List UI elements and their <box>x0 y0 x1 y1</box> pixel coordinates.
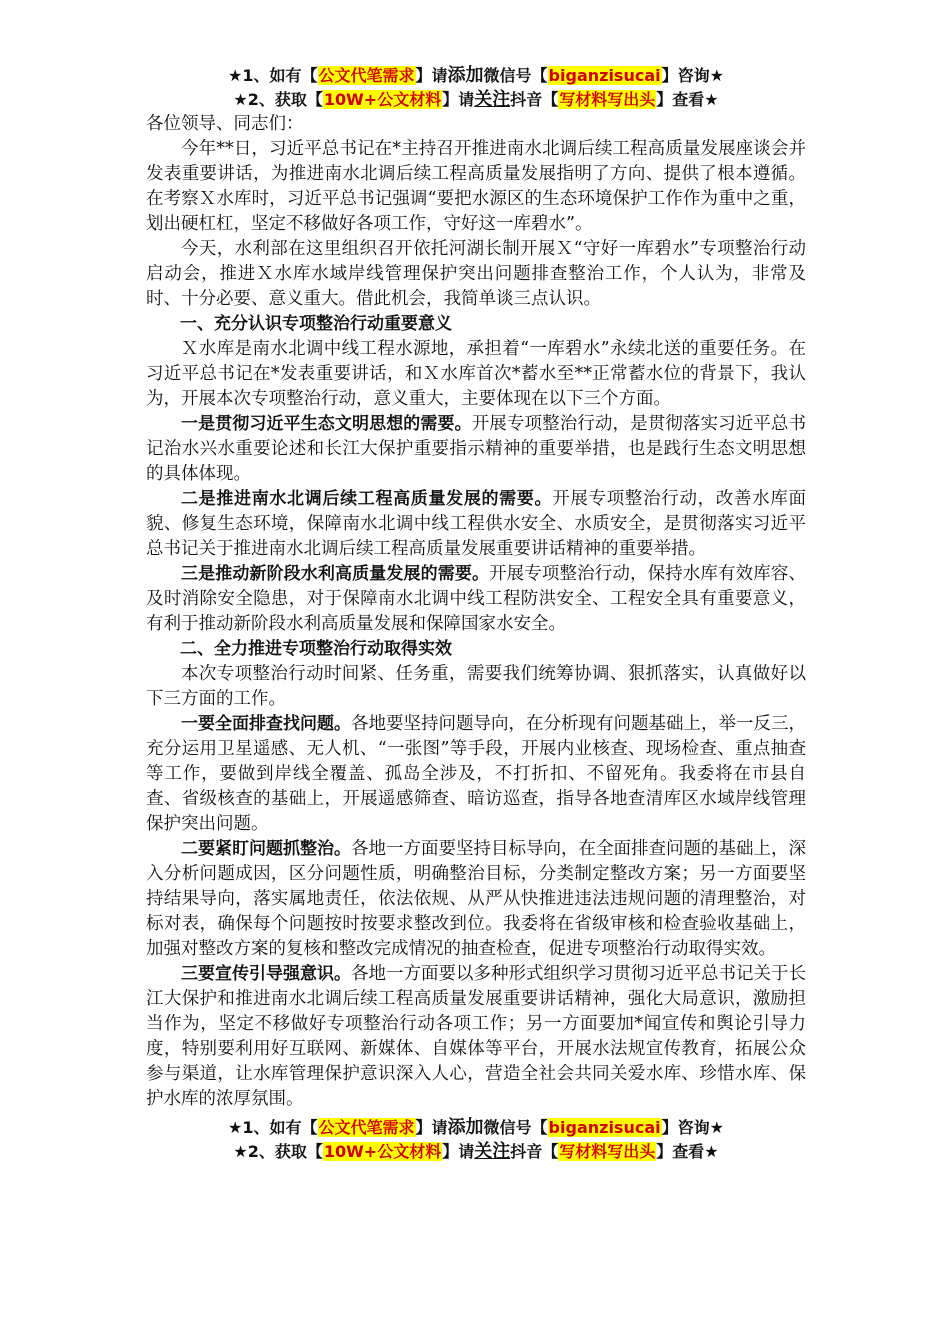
paragraph-body: 开展专项整治行动，是贯彻落实习近平总书记治水兴水重要论述和长江大保护重要指示精神的重要举措，也是践行生态文明思想的具体体现。 <box>146 414 807 484</box>
promo-text: 】查看★ <box>656 1142 719 1161</box>
promo-emphasis: 关注 <box>474 89 511 110</box>
paragraph: 今年**日，习近平总书记在*主持召开推进南水北调后续工程高质量发展座谈会并发表重要讲话，为推进南水北调后续工程高质量发展指明了方向、提供了根本遵循。在考察Ｘ水库时，习近平总书记强调“要把水源区的生态环境保护工作作为重中之重，划出硬杠杠，坚定不移做好各项工作，守好这一库碧水”。 <box>146 139 806 234</box>
promo-text: ★2、获取【 <box>233 90 323 109</box>
promo-text: 抖音【 <box>510 1142 559 1161</box>
paragraph <box>146 837 806 962</box>
promo-highlight: biganzisucai <box>548 1118 661 1137</box>
paragraph-body: 各地一方面要以多种形式组织学习贯彻习近平总书记关于长江大保护和推进南水北调后续工程高质量发展重要讲话精神，强化大局意识，激励担当作为，坚定不移做好专项整治行动各项工作；另一方面要加*闻宣传和舆论引导力度，特别要利用好互联网、新媒体、自媒体等平台，开展水法规宣传教育，拓展公众参与渠道，让水库管理保护意识深入人心，营造全社会共同关爱水库、珍惜水库、保护水库的浓厚氛围。 <box>146 964 806 1109</box>
paragraph: 今天，水利部在这里组织召开依托河湖长制开展Ｘ“守好一库碧水”专项整治行动启动会，推进Ｘ水库水域岸线管理保护突出问题排查整治工作，个人认为，非常及时、十分必要、意义重大。借此机会，我简单谈三点认识。 <box>146 239 806 309</box>
promo-text: 】咨询★ <box>661 1118 724 1137</box>
promo-highlight: 写材料写出头 <box>559 90 656 109</box>
paragraph-lead: 二要紧盯问题抓整治。 <box>181 839 351 859</box>
promo-text: 】咨询★ <box>661 66 724 85</box>
section-heading: 二、全力推进专项整治行动取得实效 <box>180 639 452 659</box>
promo-highlight: 10W+公文材料 <box>323 1142 442 1161</box>
promo-line-2 <box>146 1140 806 1164</box>
promo-text: ★1、如有【 <box>228 1118 318 1137</box>
document-page <box>146 64 806 1164</box>
promo-highlight: 10W+公文材料 <box>323 90 442 109</box>
paragraph-lead: 一要全面排查找问题。 <box>181 714 351 734</box>
greeting: 各位领导、同志们： <box>146 114 304 134</box>
promo-emphasis: 添加 <box>447 65 484 86</box>
promo-highlight: biganzisucai <box>548 66 661 85</box>
paragraph: Ｘ水库是南水北调中线工程水源地，承担着“一库碧水”永续北送的重要任务。在习近平总书记在*发表重要讲话，和Ｘ水库首次*蓄水至**正常蓄水位的背景下，我认为，开展本次专项整治行动，意义重大，主要体现在以下三个方面。 <box>146 339 806 409</box>
section-heading: 一、充分认识专项整治行动重要意义 <box>180 314 452 334</box>
promo-emphasis: 关注 <box>474 1141 511 1162</box>
promo-line-1 <box>146 64 806 88</box>
promo-text: 】请 <box>442 90 475 109</box>
paragraph <box>146 962 806 1112</box>
promo-text: 微信号【 <box>483 66 548 85</box>
paragraph-body: 各地一方面要坚持目标导向，在全面排查问题的基础上，深入分析问题成因，区分问题性质，明确整治目标，分类制定整改方案；另一方面要坚持结果导向，落实属地责任，依法依规、从严从快推进违法违规问题的清理整治，对标对表，确保每个问题按时按要求整改到位。我委将在省级审核和检查验收基础上，加强对整改方案的复核和整改完成情况的抽查检查，促进专项整治行动取得实效。 <box>146 839 806 959</box>
promo-emphasis: 添加 <box>447 1117 484 1138</box>
promo-text: ★2、获取【 <box>233 1142 323 1161</box>
promo-text: 微信号【 <box>483 1118 548 1137</box>
promo-text: 】请 <box>415 66 448 85</box>
paragraph <box>146 487 806 562</box>
promo-line-2 <box>146 88 806 112</box>
paragraph <box>146 562 806 637</box>
paragraph-body: 开展专项整治行动，改善水库面貌、修复生态环境，保障南水北调中线工程供水安全、水质安全，是贯彻落实习近平总书记关于推进南水北调后续工程高质量发展重要讲话精神的重要举措。 <box>146 489 807 559</box>
paragraph <box>146 712 806 837</box>
paragraph-body: 开展专项整治行动，保持水库有效库容、及时消除安全隐患，对于保障南水北调中线工程防洪安全、工程安全具有重要意义，有利于推动新阶段水利高质量发展和保障国家水安全。 <box>146 564 807 634</box>
promo-footer <box>146 1116 806 1164</box>
promo-line-1 <box>146 1116 806 1140</box>
paragraph-body: 各地要坚持问题导向，在分析现有问题基础上，举一反三，充分运用卫星遥感、无人机、“一张图”等手段，开展内业核查、现场检查、重点抽查等工作，要做到岸线全覆盖、孤岛全涉及，不打折扣、不留死角。我委将在市县自查、省级核查的基础上，开展遥感筛查、暗访巡查，指导各地查清库区水域岸线管理保护突出问题。 <box>146 714 806 834</box>
promo-text: 】查看★ <box>656 90 719 109</box>
paragraph-lead: 一是贯彻习近平生态文明思想的需要。 <box>181 414 472 434</box>
promo-highlight: 公文代笔需求 <box>318 1118 415 1137</box>
promo-highlight: 写材料写出头 <box>559 1142 656 1161</box>
paragraph-lead: 三是推动新阶段水利高质量发展的需要。 <box>181 564 490 584</box>
paragraph-lead: 二是推进南水北调后续工程高质量发展的需要。 <box>181 489 553 509</box>
promo-text: 】请 <box>415 1118 448 1137</box>
promo-text: 抖音【 <box>510 90 559 109</box>
paragraph-lead: 三要宣传引导强意识。 <box>181 964 351 984</box>
promo-text: 】请 <box>442 1142 475 1161</box>
promo-highlight: 公文代笔需求 <box>318 66 415 85</box>
promo-text: ★1、如有【 <box>228 66 318 85</box>
paragraph: 本次专项整治行动时间紧、任务重，需要我们统筹协调、狠抓落实，认真做好以下三方面的工作。 <box>146 664 806 709</box>
paragraph <box>146 412 806 487</box>
